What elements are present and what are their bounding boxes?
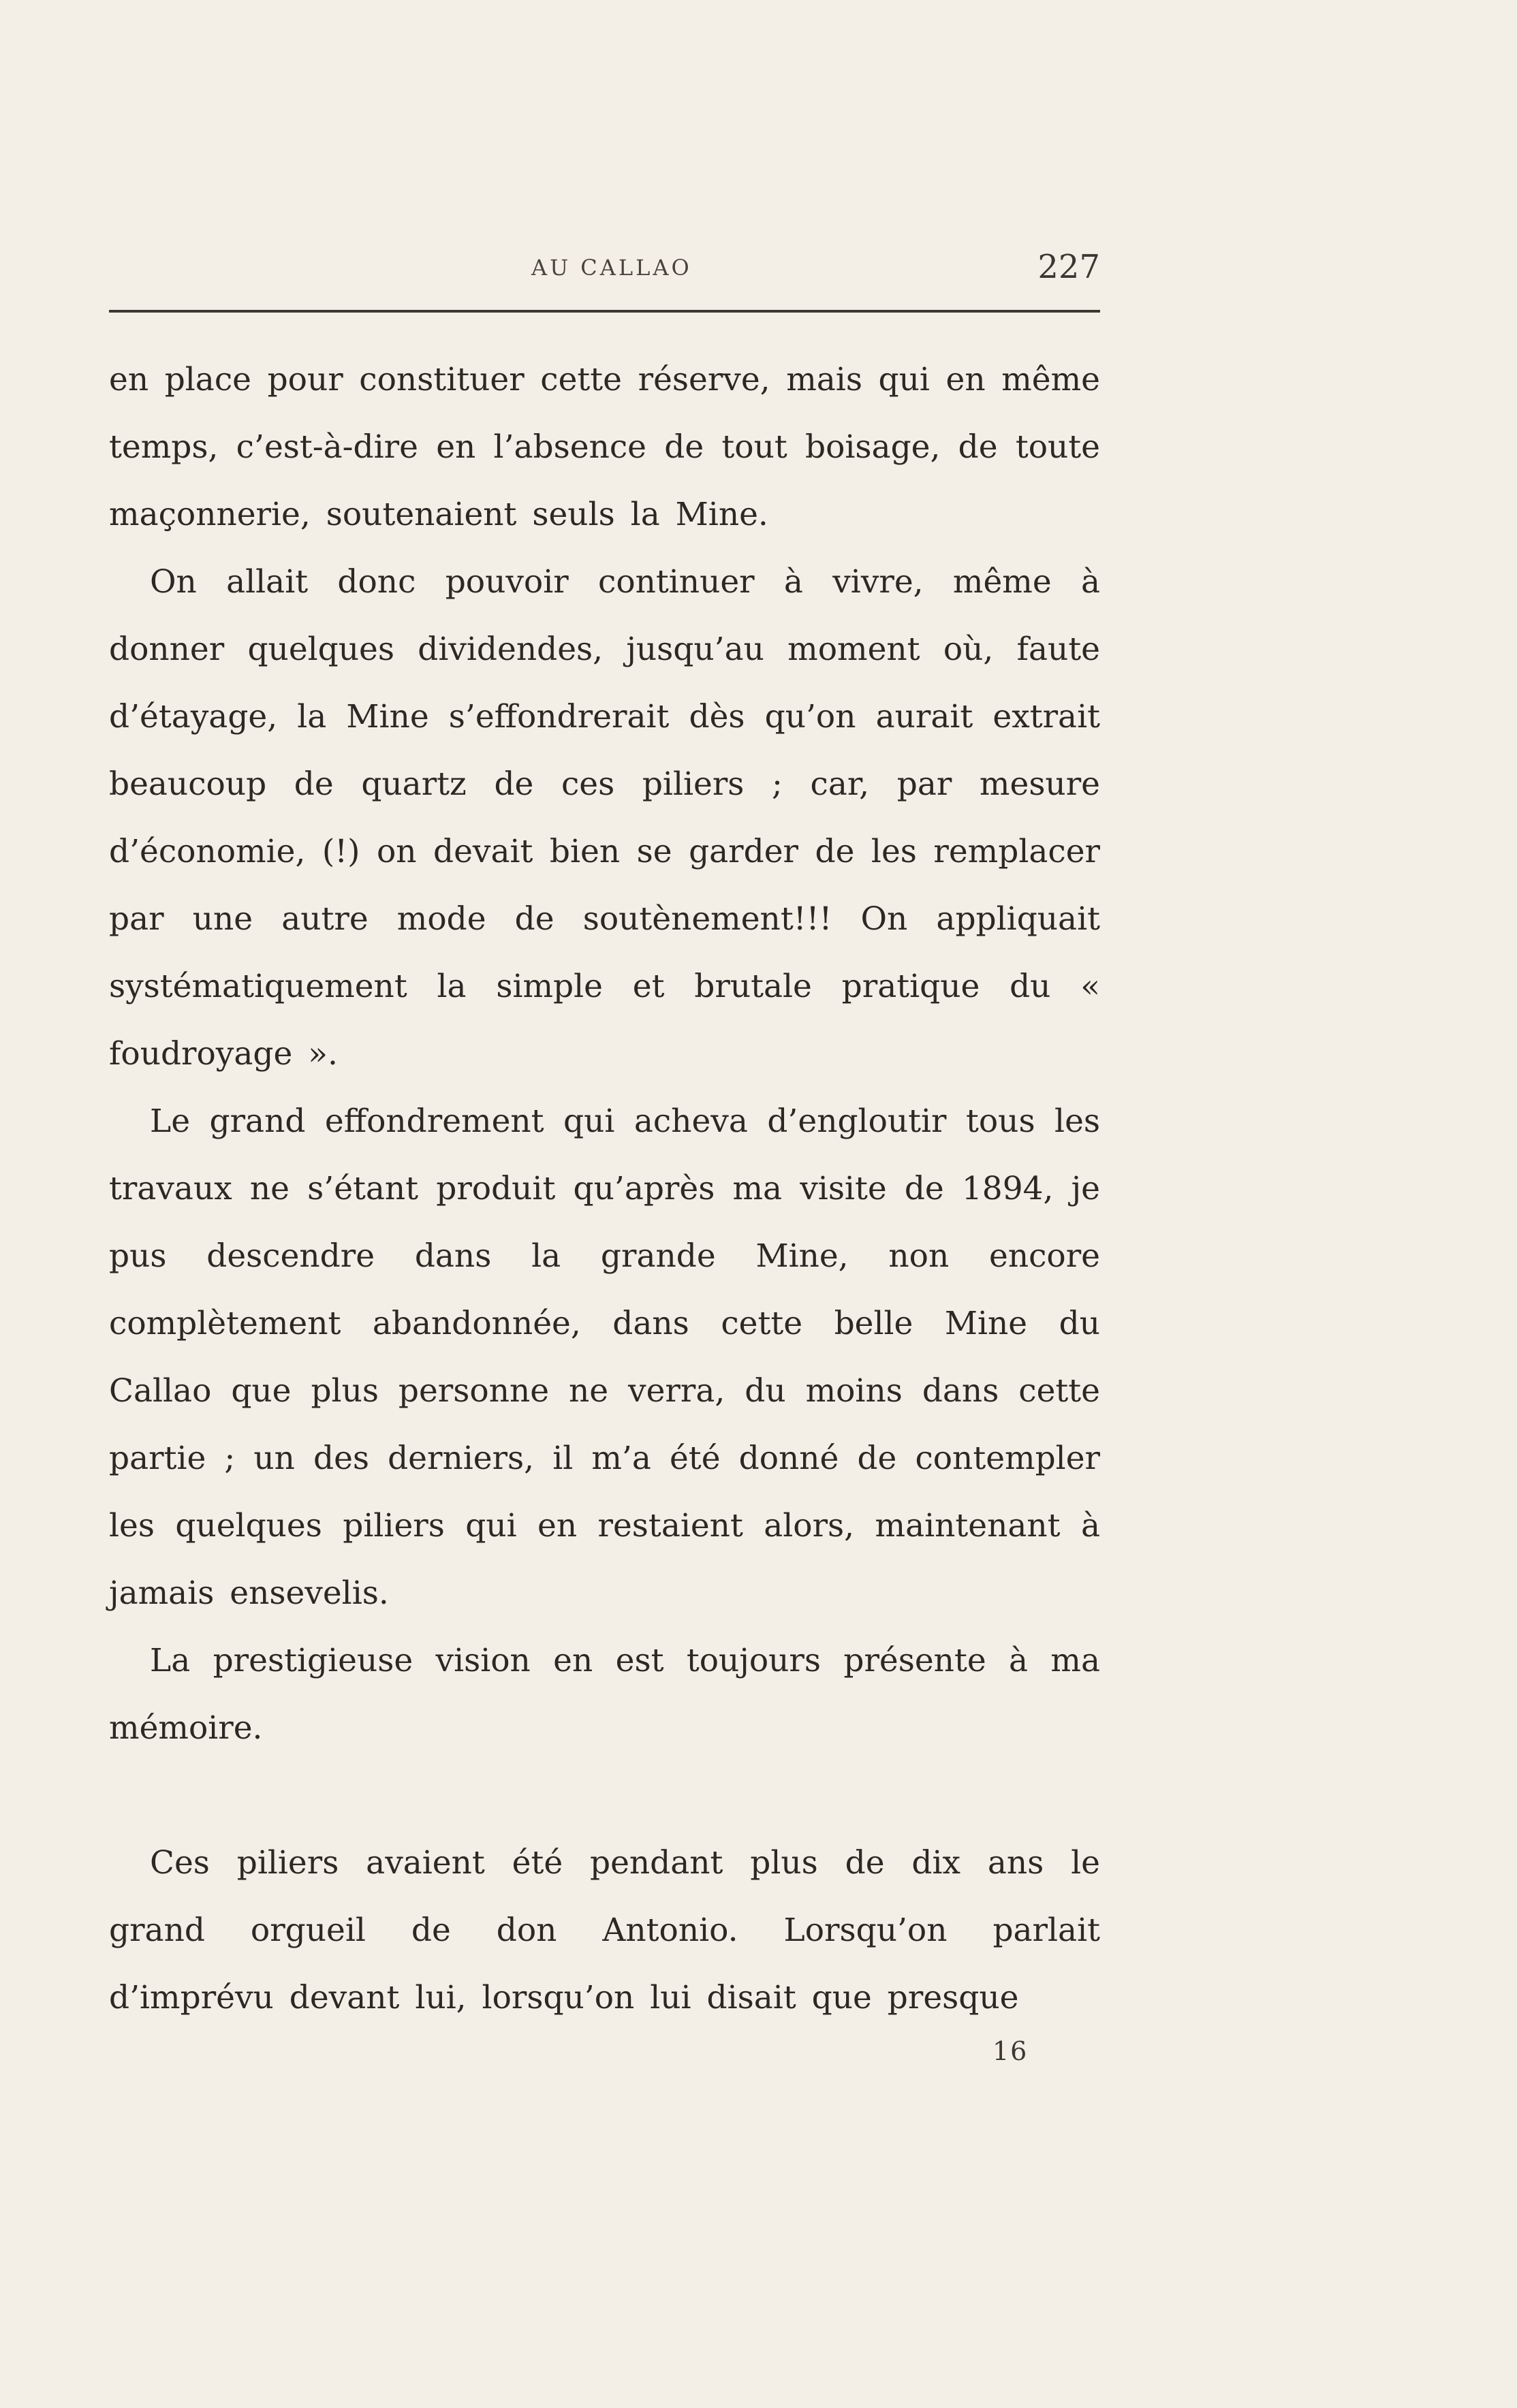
paragraph-4: La prestigieuse vision en est toujours présente à ma mémoire. — [109, 1642, 1100, 1747]
running-head: AU CALLAO — [531, 255, 692, 281]
page-number: 227 — [1037, 248, 1100, 286]
section-break — [109, 1762, 1100, 1829]
paragraph-5: Ces piliers avaient été pendant plus de dix ans le grand orgueil de don Antonio. Lorsqu’on parlait d’imprévu devant lui, lorsqu’on lui disait que presque — [109, 1844, 1100, 2016]
signature-mark: 16 — [992, 2036, 1029, 2066]
page-header — [109, 248, 1100, 294]
paragraph-1: en place pour constituer cette réserve, mais qui en même temps, c’est-à-dire en l’absence de tout boisage, de toute maçonnerie, soutenaient seuls la Mine. — [109, 361, 1100, 533]
body-text — [109, 346, 1100, 2031]
paragraph-3: Le grand effondrement qui acheva d’engloutir tous les travaux ne s’étant produit qu’après ma visite de 1894, je pus descendre dans la grande Mine, non encore complètement abandonnée, dans cette belle Mine du Callao que plus personne ne verra, du moins dans cette partie ; un des derniers, il m’a été donné de contempler les quelques piliers qui en restaient alors, maintenant à jamais ensevelis. — [109, 1103, 1100, 1612]
paragraph-2: On allait donc pouvoir continuer à vivre, même à donner quelques dividendes, jusqu’au moment où, faute d’étayage, la Mine s’effondrerait dès qu’on aurait extrait beaucoup de quartz de ces piliers ; car, par mesure d’économie, (!) on devait bien se garder de les remplacer par une autre mode de soutènement!!! On appliquait systématiquement la simple et brutale pratique du « foudroyage ». — [109, 563, 1100, 1073]
header-rule — [109, 310, 1100, 313]
